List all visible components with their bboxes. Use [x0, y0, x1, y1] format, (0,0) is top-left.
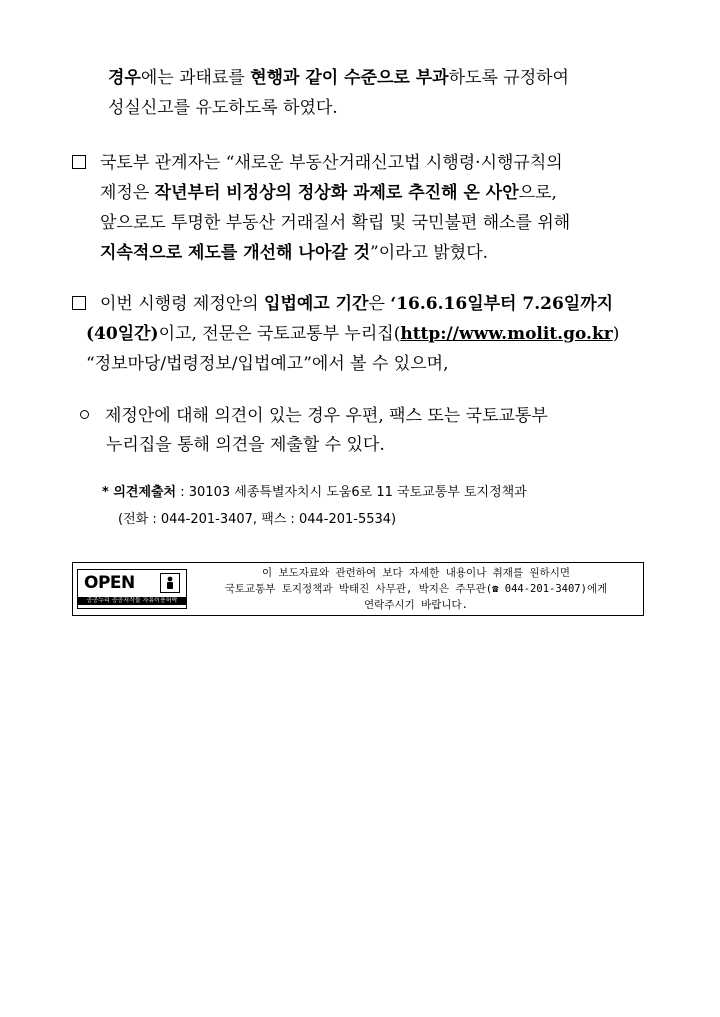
text: 으로,: [518, 183, 557, 203]
logo-caption: 공공누리 공공저작물 자유이용허락: [78, 597, 186, 605]
text: 누리집을 통해 의견을 제출할 수 있다.: [106, 435, 385, 455]
note-text: (전화 : 044-201-3407, 팩스 : 044-201-5534): [118, 512, 397, 527]
checkbox-square-icon: [72, 296, 86, 310]
text: “정보마당/법령정보/입법예고”에서 볼 수 있으며,: [86, 354, 449, 374]
checkbox-square-icon: [72, 155, 86, 169]
footer-line: 이 보도자료와 관련하여 보다 자세한 내용이나 취재를 원하시면: [262, 567, 570, 579]
para2-line3: [100, 211, 570, 235]
text: 제정은: [100, 183, 155, 203]
para2-line4: [100, 241, 488, 265]
para2-line2: [100, 181, 557, 205]
open-license-logo: [77, 569, 187, 609]
footer-line: 연락주시기 바랍니다.: [364, 599, 468, 611]
text: 에는 과태료를: [140, 68, 251, 88]
note-text: : 30103 세종특별자치시 도움6로 11 국토교통부 토지정책과: [176, 485, 527, 500]
text-bold: 경우: [108, 68, 141, 88]
text: ): [612, 324, 620, 344]
para3-line3: [86, 352, 448, 376]
text-bold: 지속적으로 제도를 개선해 나아갈 것: [100, 243, 371, 263]
para4-line2: [106, 433, 385, 457]
text-bold: ‘16.6.16일부터 7.26일까지: [390, 294, 614, 314]
note-line1: [102, 484, 527, 502]
text: 이번 시행령 제정안의: [100, 294, 265, 314]
text: 성실신고를 유도하도록 하였다.: [108, 98, 338, 118]
logo-text: OPEN: [84, 573, 135, 593]
note-line2: [118, 511, 396, 529]
para3-line2: [86, 322, 619, 346]
text-bold: 작년부터 비정상의 정상화 과제로 추진해 온 사안: [154, 183, 519, 203]
footer-line: 국토교통부 토지정책과 박태진 사무관, 박지은 주무관(☎ 044-201-3407)에게: [224, 583, 608, 595]
attribution-person-icon: [160, 573, 180, 593]
text-bold: 현행과 같이 수준으로 부과: [250, 68, 449, 88]
text: 은: [368, 294, 391, 314]
text: ”이라고 밝혔다.: [370, 243, 489, 263]
para2-line1: [72, 151, 563, 175]
text: 하도록 규정하여: [448, 68, 569, 88]
text: 앞으로도 투명한 부동산 거래질서 확립 및 국민불편 해소를 위해: [100, 213, 571, 233]
para1-line2: [108, 96, 338, 120]
text-bold: (40일간): [86, 324, 159, 344]
contact-footer-box: [72, 562, 644, 616]
para1-line1: [108, 66, 569, 90]
para3-line1: [72, 292, 613, 316]
molit-link[interactable]: http://www.molit.go.kr: [400, 324, 613, 344]
text: 이고, 전문은 국토교통부 누리집(: [158, 324, 401, 344]
text-bold: 입법예고 기간: [264, 294, 369, 314]
text: 제정안에 대해 의견이 있는 경우 우편, 팩스 또는 국토교통부: [105, 406, 548, 426]
bullet-circle-icon: [80, 410, 89, 419]
para4-line1: [80, 404, 548, 428]
note-label: * 의견제출처: [102, 485, 177, 500]
text: 국토부 관계자는 “새로운 부동산거래신고법 시행령·시행규칙의: [100, 153, 563, 173]
footer-contact-text: [193, 565, 639, 613]
